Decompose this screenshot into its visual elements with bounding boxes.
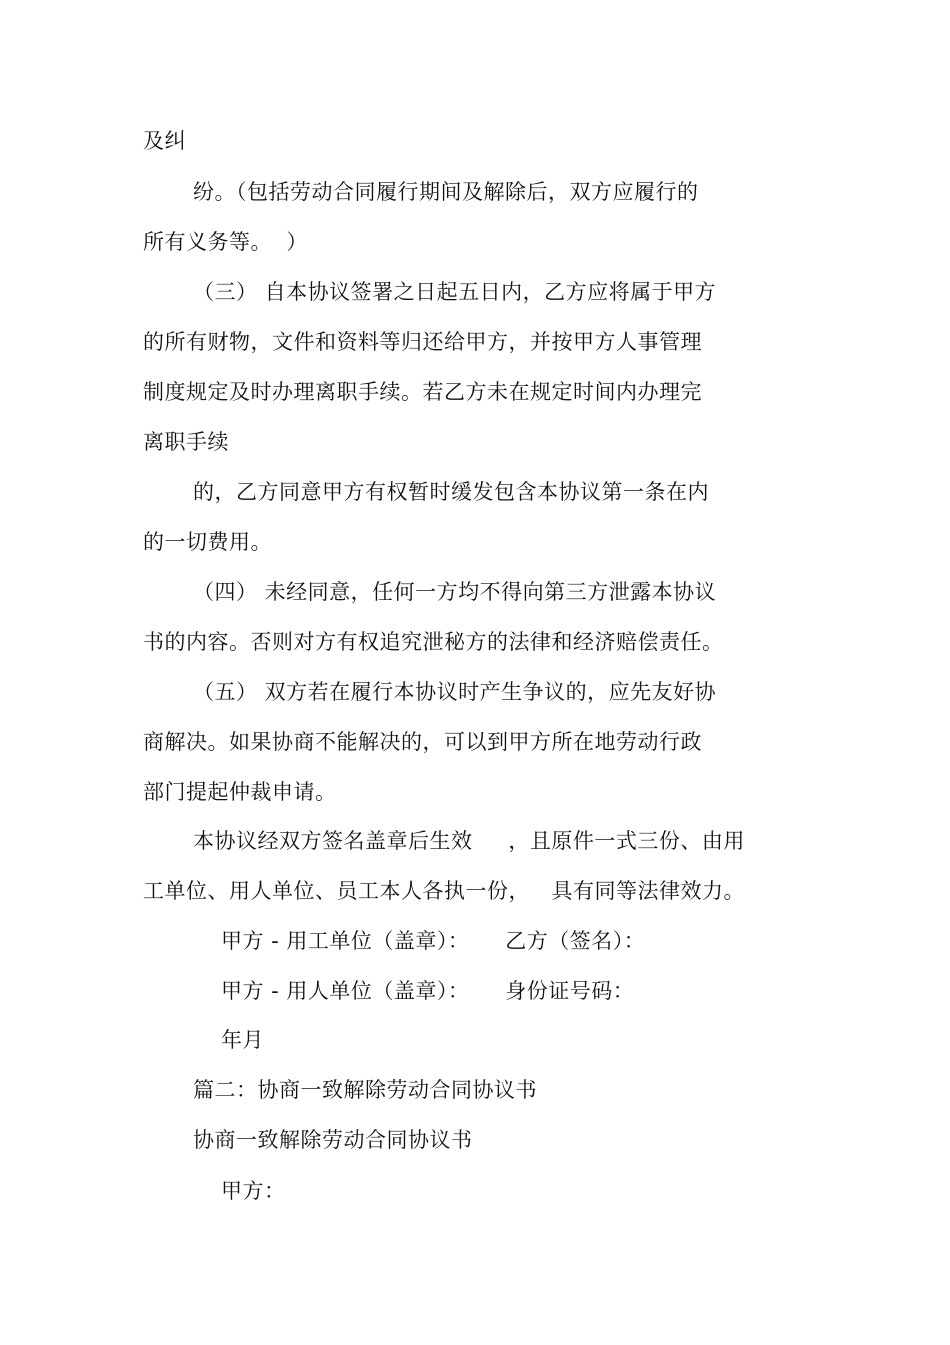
signature-line: 甲方 - 用人单位（盖章）： 身份证号码： [221,979,635,1003]
text-line: 书的内容。否则对方有权追究泄秘方的法律和经济赔偿责任。 [143,630,724,654]
text-line: 商解决。如果协商不能解决的，可以到甲方所在地劳动行政 [143,730,702,754]
date-line: 年月 [221,1028,264,1052]
text-line: （五） 双方若在履行本协议时产生争议的，应先友好协 [193,680,717,704]
text-line: 纷。（包括劳动合同履行期间及解除后，双方应履行的 [193,180,699,204]
text-line: 的所有财物，文件和资料等归还给甲方，并按甲方人事管理 [143,330,702,354]
signature-line: 甲方 - 用工单位（盖章）： 乙方（签名）： [221,929,646,953]
text-line: 及纠 [143,129,186,153]
text-line: 本协议经双方签名盖章后生效 ，且原件一式三份、由用 [193,829,745,853]
text-line: 的，乙方同意甲方有权暂时缓发包含本协议第一条在内 [193,480,709,504]
text-line: （四） 未经同意，任何一方均不得向第三方泄露本协议 [193,580,717,604]
party-a-label: 甲方： [221,1179,286,1203]
section-heading: 篇二：协商一致解除劳动合同协议书 [193,1078,537,1102]
text-line: 的一切费用。 [143,530,272,554]
text-line: 制度规定及时办理离职手续。若乙方未在规定时间内办理完 [143,380,702,404]
text-line: 部门提起仲裁申请。 [143,780,337,804]
text-line: 离职手续 [143,430,229,454]
text-line: 工单位、用人单位、员工本人各执一份， 具有同等法律效力。 [143,879,746,903]
text-line: （三） 自本协议签署之日起五日内，乙方应将属于甲方 [193,280,717,304]
document-title: 协商一致解除劳动合同协议书 [193,1128,473,1152]
text-line: 所有义务等。 ） [143,230,308,254]
